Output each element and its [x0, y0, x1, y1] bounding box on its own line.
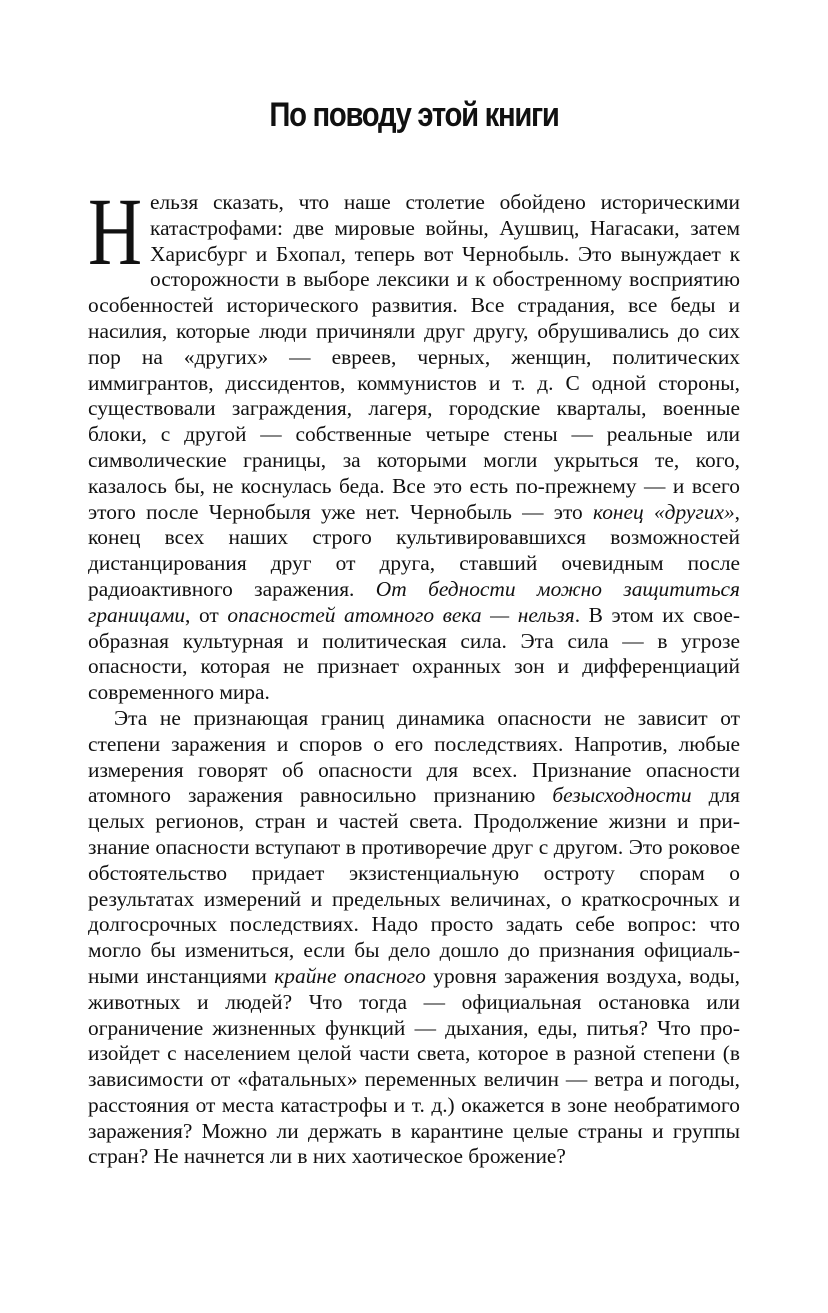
p2-text-1: Эта не признающая границ динамика опасности не зависит от степени заражения и споров о его последствиях. Напротив, любые измерения говорят об опасности для всех. Признание опасности атомного заражения равносильно признанию — [88, 705, 740, 808]
page-title: По поводу этой книги — [269, 96, 559, 134]
p2-italic-2: крайне опасного — [274, 963, 426, 988]
p2-text-2: для целых регионов, стран и частей света. Продолжение жизни и признание опасности вступают в противоречие друг с другом. Это роковое обстоятельство придает экзистенциальную остроту спорам о результатах измерений и предельных величинах, о краткосрочных и долгосрочных последствиях. Надо просто задать себе вопрос: что могло бы измениться, если бы дело дошло до признания официальными инстанциями — [88, 783, 740, 988]
p1-italic-2: От бедности можно защититься границами — [88, 576, 740, 627]
p2-italic-1: безысходности — [552, 783, 692, 808]
paragraph-1 — [88, 178, 741, 706]
p1-italic-1: конец «других» — [593, 499, 735, 524]
drop-cap: Н — [88, 178, 143, 285]
p2-text-3: уровня заражения воздуха, воды, животных и людей? Что тогда — официальная остановка или ограничение жизненных функций — дыхания, еды, питья? Что произойдет с населением целой части света, которое в разной степени (в зависимости от «фатальных» переменных величин — ветра и погоды, расстояния от места катастрофы и т. д.) окажется в зоне необратимого заражения? Можно ли держать в карантине целые страны и группы стран? Не начнется ли в них хаотическое брожение? — [88, 963, 741, 1169]
paragraph-2 — [88, 706, 740, 1170]
p1-italic-3: опасностей атомного века — нельзя — [227, 602, 575, 627]
p1-text-1: ельзя сказать, что наше столетие обойдено историчеcкими катастрофами: две мировые войны, Аушвиц, Нагасаки, затем Харисбург и Бхопал, теперь вот Чернобыль. Это вынуждает к осторожности в выборе лексики и к обостренному восприятию особенностей исторического развития. Все страдания, все беды и насилия, которые люди причиняли друг другу, обрушивались до сих пор на «других» — евреев, черных, женщин, политических иммигрантов, диссидентов, коммунистов и т. д. С одной стороны, существовали заграждения, лагеря, городские кварталы, военные блоки, с другой — собственные четыре стены — реальные или символические границы, за которыми могли укрыться те, кого, казалось бы, не коснулась беда. Все это есть по-прежнему — и всего этого после Чернобыля уже нет. Чернобыль — это — [88, 190, 740, 524]
p1-text-3: , от — [185, 602, 228, 627]
p1-text-2: , конец всех наших строго культивировавшихся возможностей дистанцирования друг от друга, ставший очевидным после радиоактивного заражения. — [88, 499, 740, 601]
body-text — [88, 178, 741, 1170]
p1-text-4: . В этом их своеобразная культурная и политическая сила. Эта сила — в угрозе опасности, которая не признает охранных зон и дифференциаций современного мира. — [88, 602, 741, 705]
